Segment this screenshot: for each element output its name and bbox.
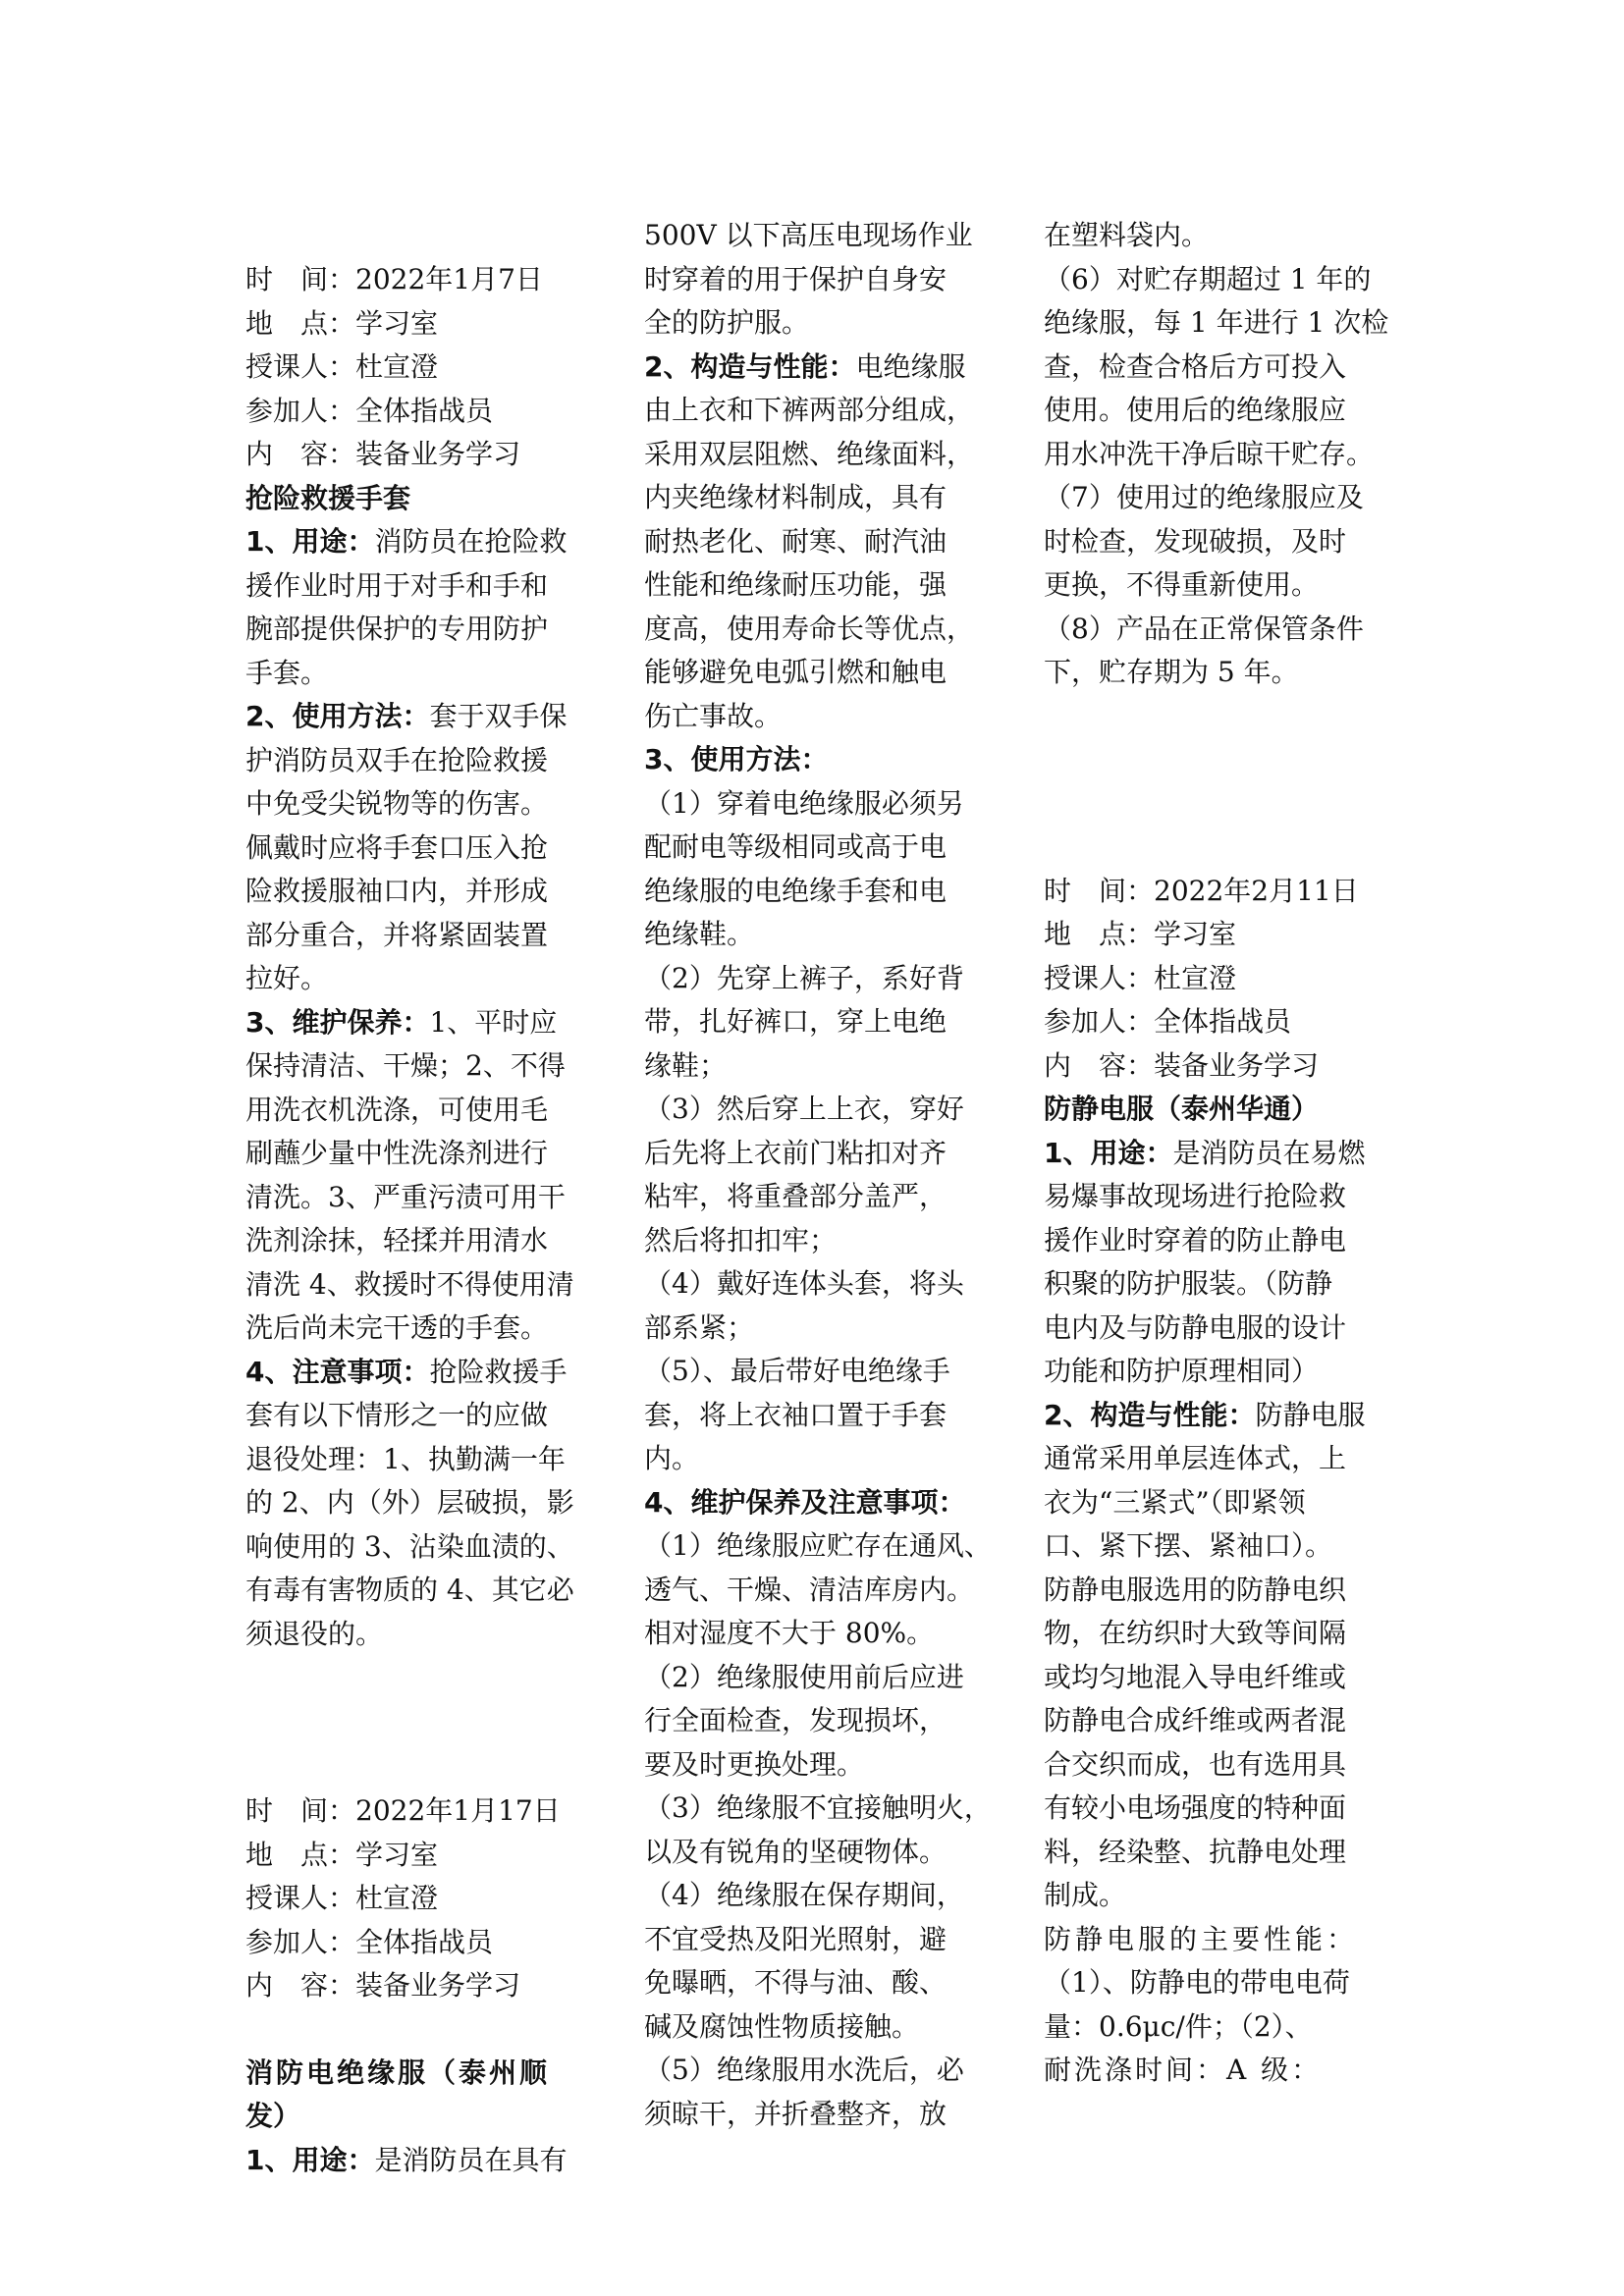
text-line: 缘鞋； <box>644 1048 728 1082</box>
meeting-lecturer: 授课人：杜宣澄 <box>245 1882 439 1914</box>
text-line: 制成。 <box>1044 1879 1127 1911</box>
text-line: 内夹绝缘材料制成，具有 <box>644 481 947 513</box>
meeting-participants: 参加人：全体指战员 <box>245 394 494 427</box>
spacer <box>1044 695 1407 870</box>
text-line: 佩戴时应将手套口压入抢 <box>245 830 549 864</box>
text-line: 内。 <box>644 1442 700 1474</box>
title-line: 消防电绝缘服（泰州顺 <box>245 2056 551 2089</box>
text-line: 是消防员在易燃 <box>1172 1136 1366 1169</box>
text-line: 不宜受热及阳光照射，避 <box>644 1922 947 1955</box>
meeting-participants: 参加人：全体指战员 <box>1044 1005 1292 1038</box>
text-line: 拉好。 <box>245 962 329 994</box>
meeting-time: 时 间：2022年1月17日 <box>245 1794 561 1827</box>
meeting-info-1 <box>245 258 609 477</box>
antistatic-usage <box>1044 1132 1407 1394</box>
method-heading: 2、使用方法： <box>245 700 430 732</box>
text-line: 使用。使用后的绝缘服应 <box>1044 394 1347 426</box>
text-line: 度高，使用寿命长等优点， <box>644 612 975 645</box>
text-line: 套，将上衣袖口置于手套 <box>644 1398 947 1431</box>
text-line: 量：0.6μc/件；（2）、 <box>1044 2009 1313 2043</box>
text-line: （4）戴好连体头套，将头 <box>644 1267 964 1300</box>
text-line: 带，扎好裤口，穿上电绝 <box>644 1005 947 1038</box>
notes-heading: 4、注意事项： <box>245 1355 430 1388</box>
text-line: 或均匀地混入导电纤维或 <box>1044 1660 1347 1693</box>
text-line: 全的防护服。 <box>644 306 810 339</box>
column-left <box>245 258 609 2182</box>
text-line: 配耐电等级相同或高于电 <box>644 830 947 863</box>
meeting-place: 地 点：学习室 <box>245 1838 439 1871</box>
text-line: 套于双手保 <box>429 700 568 732</box>
text-line: 在塑料袋内。 <box>1044 219 1210 251</box>
text-line: 料，经染整、抗静电处理 <box>1044 1835 1347 1868</box>
text-line: 时检查，发现破损，及时 <box>1044 524 1347 558</box>
text-line: 防静电服选用的防静电织 <box>1044 1573 1347 1606</box>
suit-usage-continued <box>644 214 1007 346</box>
meeting-lecturer: 授课人：杜宣澄 <box>1044 961 1237 994</box>
text-line: （6）对贮存期超过 1 年的 <box>1044 262 1372 295</box>
text-line: 行全面检查，发现损坏， <box>644 1704 947 1736</box>
gloves-notes <box>245 1351 609 1657</box>
text-line: 1、平时应 <box>429 1005 558 1039</box>
text-line: 洗后尚未完干透的手套。 <box>245 1311 549 1344</box>
text-line: 相对湿度不大于 80%。 <box>644 1617 935 1649</box>
text-line: 有毒有害物质的 4、其它必 <box>245 1574 574 1606</box>
meeting-time: 时 间：2022年2月11日 <box>1044 874 1359 907</box>
usage-heading: 1、用途： <box>245 525 375 558</box>
text-line: （1）、防静电的带电电荷 <box>1044 1966 1350 1999</box>
text-line: 部系紧； <box>644 1310 755 1344</box>
text-line: 查，检查合格后方可投入 <box>1044 349 1347 383</box>
meeting-place: 地 点：学习室 <box>1044 918 1237 950</box>
text-line: 用水冲洗干净后晾干贮存。 <box>1044 437 1375 470</box>
text-line: 绝缘服，每 1 年进行 1 次检 <box>1044 306 1389 339</box>
text-line: （1）绝缘服应贮存在通风、 <box>644 1529 992 1562</box>
spacer <box>245 1656 609 1789</box>
text-line: 中免受尖锐物等的伤害。 <box>245 787 549 820</box>
text-line: （5）、最后带好电绝缘手 <box>644 1355 950 1387</box>
structure-heading: 2、构造与性能： <box>1044 1398 1256 1431</box>
meeting-info-2 <box>245 1789 609 2008</box>
text-line: （2）先穿上裤子，系好背 <box>644 961 964 994</box>
meeting-participants: 参加人：全体指战员 <box>245 1925 494 1958</box>
title-line: 发） <box>245 2100 301 2132</box>
text-line: 绝缘服的电绝缘手套和电 <box>644 874 947 907</box>
text-line: 响使用的 3、沾染血渍的、 <box>245 1529 574 1563</box>
section-title-gloves: 抢险救援手套 <box>245 481 411 514</box>
meeting-lecturer: 授课人：杜宣澄 <box>245 350 439 383</box>
text-line: 下，贮存期为 5 年。 <box>1044 656 1299 688</box>
column-right <box>1044 214 1407 2093</box>
text-line: 须晾干，并折叠整齐，放 <box>644 2097 947 2130</box>
text-line: 积聚的防护服装。（防静 <box>1044 1267 1333 1300</box>
usage-heading: 1、用途： <box>1044 1136 1173 1169</box>
text-line: 须退役的。 <box>245 1617 384 1650</box>
text-line: 清洗 4、救援时不得使用清 <box>245 1267 574 1301</box>
text-line: 援作业时用于对手和手和 <box>245 568 549 602</box>
text-line: 耐洗涤时间：A 级： <box>1044 2054 1323 2086</box>
text-line: 护消防员双手在抢险救援 <box>245 743 549 776</box>
text-line: 有较小电场强度的特种面 <box>1044 1791 1347 1824</box>
text-line: 更换，不得重新使用。 <box>1044 568 1320 601</box>
text-line: 耐热老化、耐寒、耐汽油 <box>644 524 947 558</box>
text-line: 消防员在抢险救 <box>374 525 568 558</box>
text-line: 然后将扣扣牢； <box>644 1223 838 1256</box>
text-line: 绝缘鞋。 <box>644 918 755 950</box>
suit-usage-method <box>644 738 1007 1481</box>
text-line: 易爆事故现场进行抢险救 <box>1044 1180 1347 1212</box>
text-line: 的 2、内（外）层破损，影 <box>245 1486 574 1519</box>
text-line: 刷蘸少量中性洗涤剂进行 <box>245 1137 549 1169</box>
text-line: （1）穿着电绝缘服必须另 <box>644 786 964 820</box>
text-line: 功能和防护原理相同） <box>1044 1355 1320 1387</box>
suit-structure <box>644 346 1007 739</box>
text-line: 防静电服 <box>1255 1398 1366 1431</box>
text-line: 保持清洁、干燥；2、不得 <box>245 1049 566 1082</box>
text-line: 手套。 <box>245 656 329 689</box>
text-line: 口、紧下摆、紧袖口）。 <box>1044 1529 1333 1562</box>
text-line: 要及时更换处理。 <box>644 1747 865 1781</box>
section-title-insulation-suit <box>245 2052 609 2139</box>
text-line: 抢险救援手 <box>429 1355 568 1388</box>
suit-maintenance <box>644 1481 1007 2137</box>
meeting-place: 地 点：学习室 <box>245 306 439 340</box>
meeting-content: 内 容：装备业务学习 <box>1044 1048 1320 1082</box>
column-middle <box>644 214 1007 2136</box>
text-line: 粘牢，将重叠部分盖严， <box>644 1180 947 1212</box>
suit-maintenance-continued <box>1044 214 1407 695</box>
structure-heading: 2、构造与性能： <box>644 349 856 383</box>
text-line: 洗剂涂抹，轻揉并用清水 <box>245 1224 549 1256</box>
text-line: 伤亡事故。 <box>644 699 783 732</box>
text-line: 电内及与防静电服的设计 <box>1044 1310 1347 1344</box>
spacer <box>245 2008 609 2052</box>
text-line: 能够避免电弧引燃和触电 <box>644 656 947 688</box>
text-line: 套有以下情形之一的应做 <box>245 1399 549 1431</box>
text-line: 衣为“三紧式”（即紧领 <box>1044 1485 1306 1519</box>
text-line: 由上衣和下裤两部分组成， <box>644 394 975 426</box>
text-line: 防静电服的主要性能： <box>1044 1922 1359 1955</box>
text-line: （7）使用过的绝缘服应及 <box>1044 481 1364 513</box>
maintenance-heading: 3、维护保养： <box>245 1005 430 1039</box>
text-line: 物，在纺织时大致等间隔 <box>1044 1617 1347 1649</box>
section-title-antistatic: 防静电服（泰州华通） <box>1044 1093 1320 1125</box>
text-line: 时穿着的用于保护自身安 <box>644 262 947 295</box>
text-line: （8）产品在正常保管条件 <box>1044 612 1364 645</box>
text-line: 用洗衣机洗涤，可使用毛 <box>245 1093 549 1126</box>
text-line: 免曝晒，不得与油、酸、 <box>644 1966 947 1999</box>
text-line: 透气、干燥、清洁库房内。 <box>644 1573 975 1606</box>
usage-heading: 1、用途： <box>245 2143 375 2176</box>
text-line: 退役处理：1、执勤满一年 <box>245 1442 566 1475</box>
text-line: 后先将上衣前门粘扣对齐 <box>644 1136 947 1169</box>
text-line: 通常采用单层连体式，上 <box>1044 1442 1347 1474</box>
text-line: （2）绝缘服使用前后应进 <box>644 1660 964 1693</box>
text-line: 腕部提供保护的专用防护 <box>245 613 549 645</box>
text-line: 碱及腐蚀性物质接触。 <box>644 2009 920 2043</box>
gloves-method <box>245 695 609 1001</box>
gloves-maintenance <box>245 1001 609 1351</box>
text-line: 500V 以下高压电现场作业 <box>644 219 973 251</box>
text-line: （4）绝缘服在保存期间， <box>644 1879 964 1911</box>
meeting-time: 时 间：2022年1月7日 <box>245 263 543 295</box>
antistatic-structure <box>1044 1394 1407 2093</box>
meeting-info-3 <box>1044 870 1407 1089</box>
meeting-content: 内 容：装备业务学习 <box>245 1969 521 2002</box>
meeting-content: 内 容：装备业务学习 <box>245 438 521 470</box>
text-line: 以及有锐角的坚硬物体。 <box>644 1835 947 1868</box>
text-line: 性能和绝缘耐压功能，强 <box>644 568 947 601</box>
method-heading: 3、使用方法： <box>644 743 829 775</box>
text-line: 防静电合成纤维或两者混 <box>1044 1704 1347 1736</box>
text-line: 合交织而成，也有选用具 <box>1044 1747 1347 1781</box>
text-line: （3）然后穿上上衣，穿好 <box>644 1093 964 1125</box>
text-line: 险救援服袖口内，并形成 <box>245 875 549 907</box>
gloves-usage <box>245 520 609 695</box>
text-line: 采用双层阻燃、绝缘面料， <box>644 437 975 470</box>
text-line: （3）绝缘服不宜接触明火， <box>644 1791 992 1824</box>
text-line: 部分重合，并将紧固装置 <box>245 918 549 951</box>
maintenance-heading: 4、维护保养及注意事项： <box>644 1485 966 1519</box>
text-line: 电绝缘服 <box>855 349 966 383</box>
text-line: 援作业时穿着的防止静电 <box>1044 1223 1347 1256</box>
text-line: 清洗。3、严重污渍可用干 <box>245 1180 566 1213</box>
text-line: （5）绝缘服用水洗后，必 <box>644 2054 964 2086</box>
text-line: 是消防员在具有 <box>374 2143 568 2176</box>
